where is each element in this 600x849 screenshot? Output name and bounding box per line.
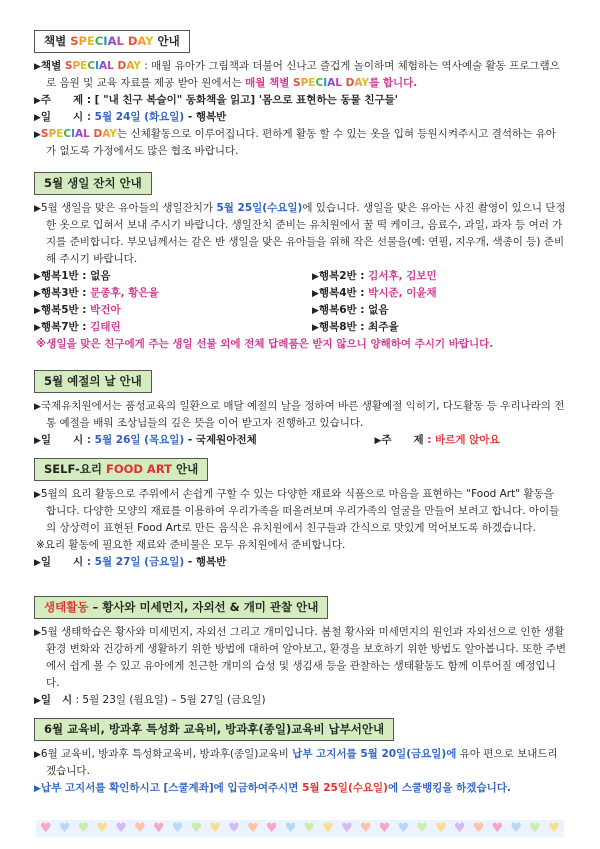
text: 납부 고지서를 확인하시고 [스쿨계좌]에 입금하여주시면 [40,782,303,794]
heart-icon: ♥ [416,821,428,836]
text: 5월 생일을 맞은 유아들의 생일잔치가 [40,202,217,214]
class-names: 김서후, 김보민 [368,270,437,282]
text: 에 스쿨뱅킹을 하겠습니다. [387,782,511,794]
label: 일 시 [40,694,73,706]
paragraph [34,200,566,268]
heart-icon: ♥ [152,821,165,836]
section-title: 5월 예절의 날 안내 [34,370,152,393]
special-day-text: SPECIAL DAY [293,77,370,89]
section-title [34,458,208,481]
bullet-icon: ▶ [34,96,41,106]
text: 에 있습니다. 생일을 맞은 유아는 사진 촬영이 있으니 단정한 옷으로 입혀서 보내 주시기 바랍니다. 생일잔치 준비는 유치원에서 꿀 떡 케이크, 음료수, 과일, 과자 등 여러 가지를 준비합니다. 부모님께서는 같은 반 생일을 맞은 유아들을 위해 작은 선물을(예: 연필, 지우개, 색종이 등) 준비해 주시기 바랍니다. [46,202,566,265]
heart-icon: ♥ [378,821,391,836]
paragraph [34,126,566,160]
bullet-icon: ▶ [34,289,41,299]
heart-icon: ♥ [491,821,504,836]
date-line [34,692,566,709]
section-special-day [34,30,566,160]
bullet-icon: ▶ [34,490,41,500]
heart-icon: ♥ [397,821,410,836]
bullet-icon: ▶ [34,628,41,638]
label: 주 제 [381,434,424,446]
heart-icon: ♥ [435,821,447,836]
class-row [34,285,566,302]
heart-icon: ♥ [190,821,203,836]
highlight-text: 납부 고지서를 5월 20일(금요일)에 [292,748,457,760]
section-food-art [34,458,566,571]
class-item [34,319,300,336]
heart-icon: ♥ [228,821,240,836]
heart-icon: ♥ [115,821,127,836]
heart-icon: ♥ [472,821,485,836]
bullet-icon: ▶ [34,306,41,316]
class-names: 김태린 [90,321,121,333]
class-row [34,319,566,336]
bullet-icon: ▶ [34,62,41,72]
class-item [300,268,566,285]
section-title: 6월 교육비, 방과후 특성화 교육비, 방과후(종일)교육비 납부서안내 [34,718,394,741]
text: 국제유치원에서는 품성교육의 일환으로 매달 예절의 날을 정하여 바른 생활예절 익히기, 다도활동 등 우리나라의 전통 예절을 배워 조상님들의 깊은 뜻을 이어 받고자 진행하고 있습니다. [40,400,565,429]
bullet-icon: ▶ [34,558,41,568]
section-title: 5월 생일 잔치 안내 [34,172,152,195]
date-value: 5월 25일(수요일) [302,782,388,794]
date-value: : 5월 26일 (목요일) [86,434,185,446]
class-list [34,268,566,336]
heart-icon: ♥ [134,821,146,836]
paragraph [34,746,566,780]
bullet-icon: ▶ [312,289,319,299]
class-label: 행복2반 : [318,270,369,282]
value: - 행복반 [184,556,227,568]
heart-border [36,820,564,837]
label: 일 시 [40,434,84,446]
paragraph [34,398,566,432]
label: 일 시 [40,556,84,568]
birthday-note: ※생일을 맞은 친구에게 주는 생일 선물 외에 전체 답례품은 받지 않으니 양해하여 주시기 바랍니다. [36,338,494,350]
bullet-icon: ▶ [374,436,382,446]
title-text: 안내 [153,34,180,48]
bullet-icon: ▶ [312,272,319,282]
class-names: 문종후, 황은율 [90,287,159,299]
class-names: 박시준, 이윤채 [368,287,437,299]
class-label: 행복5반 : [40,304,91,316]
class-label: 행복1반 : [40,270,91,282]
class-row [34,268,566,285]
class-label: 행복3반 : [40,287,91,299]
class-names: 없음 [368,304,389,316]
bullet-icon: ▶ [34,323,41,333]
section-title [34,596,328,619]
heart-icon: ♥ [284,821,297,836]
class-names: 최주율 [368,321,399,333]
label: 주 제 [40,94,84,106]
bullet-icon: ▶ [34,436,41,446]
class-label: 행복8반 : [318,321,369,333]
section-title [34,30,190,53]
text: 6월 교육비, 방과후 특성화교육비, 방과후(종일)교육비 [40,748,293,760]
section-tuition [34,718,566,797]
paragraph [34,486,566,537]
special-day-text: SPECIAL DAY [70,34,154,48]
date-line [34,554,566,571]
class-row [34,302,566,319]
heart-icon: ♥ [529,821,541,836]
bullet-icon: ▶ [312,323,319,333]
value: : [ "내 친구 복슬이" 동화책을 읽고] '몸으로 표현하는 동물 친구들' [86,94,398,106]
heart-icon: ♥ [510,821,522,836]
paragraph [34,58,566,92]
value: - 행복반 [184,111,227,123]
class-item [300,285,566,302]
bullet-icon: ▶ [34,113,41,123]
paragraph [34,624,566,692]
heart-icon: ♥ [547,821,560,836]
text: 5월의 요리 활동으로 주위에서 손쉽게 구할 수 있는 다양한 재료와 식품으로 마음을 표현하는 "Food Art" 활동을 합니다. 다양한 모양의 재료를 이용하여 우리가족을 떠올려보며 우리가족의 얼굴을 만들어 보려고 합니다. 아이들의 상상력이 표현된 Food Art로 만든 음식은 유치원에서 친구들과 간식으로 맛있게 먹어보도록 하겠습니다. [40,488,560,534]
class-names: 없음 [90,270,111,282]
class-item [34,285,300,302]
text: 는 신체활동으로 이루어집니다. 편하게 활동 할 수 있는 옷을 입혀 등원시켜주시고 결석하는 유아가 없도록 가정에서도 많은 협조 바랍니다. [46,128,556,157]
topic-line [34,92,566,109]
class-item [34,268,300,285]
text: 유아 편으로 보내드리겠습니다. [46,748,558,777]
heart-icon: ♥ [58,821,71,836]
heart-icon: ♥ [265,821,278,836]
title-text: 안내 [172,462,199,476]
date-value: : 5월 27일 (금요일) [86,556,185,568]
heart-icon: ♥ [341,821,353,836]
class-label: 행복4반 : [318,287,369,299]
label: 일 시 [40,111,84,123]
text: 5월 생태학습은 황사와 미세먼지, 자외선 그리고 개미입니다. 봄철 황사와 미세먼지의 원인과 자외선으로 인한 생활환경 변화와 건강하게 생활하기 위한 방법에 대하여 알아보고, 환경을 보호하기 위한 방법도 알아봅니다. 또한 주변에서 쉽게 볼 수 있고 유아에게 친근한 개미의 습성 및 생김새 등을 관찰하는 생태활동도 함께 이루어질 예정입니다. [40,626,566,689]
heart-icon: ♥ [96,821,109,836]
class-item [300,302,566,319]
class-item [300,319,566,336]
heart-icon: ♥ [359,821,372,836]
title-text: 책별 [44,34,71,48]
title-text: SELF-요리 [44,462,106,476]
class-names: 박건아 [90,304,121,316]
heart-icon: ♥ [303,821,316,836]
title-text: – 황사와 미세먼지, 자외선 & 개미 관찰 안내 [88,600,319,614]
heart-icon: ♥ [246,821,259,836]
heart-icon: ♥ [453,821,466,836]
heart-icon: ♥ [209,821,221,836]
date-value: 5월 25일(수요일) [216,202,303,214]
bullet-icon: ▶ [34,272,41,282]
paragraph [34,780,566,797]
special-day-text: SPECIAL DAY [64,60,141,72]
text: : 매월 유아가 그림책과 더불어 신나고 즐겁게 놀이하며 체험하는 역사예술 활동 프로그램으로 음원 및 교육 자료를 제공 받아 원에서는 [46,60,560,89]
date-value: : 5월 24일 (화요일) [86,111,185,123]
bullet-icon: ▶ [34,750,41,760]
special-day-text: SPECIAL DAY [40,128,117,140]
heart-icon: ♥ [171,821,184,836]
value: : 바르게 앉아요 [427,434,500,446]
class-label: 행복6반 : [318,304,369,316]
value: : 5월 23일 (월요일) – 5월 27일 (금요일) [72,694,266,706]
bullet-icon: ▶ [34,696,41,706]
title-highlight: 생태활동 [44,600,89,614]
heart-icon: ♥ [40,821,52,836]
class-item [34,302,300,319]
section-ecology [34,596,566,709]
note: ※요리 활동에 필요한 재료와 준비물은 모두 유치원에서 준비합니다. [36,539,346,551]
heart-icon: ♥ [322,821,334,836]
highlight-text: 를 합니다. [369,77,418,89]
bullet-icon: ▶ [34,130,41,140]
heart-icon: ♥ [77,821,90,836]
bullet-icon: ▶ [34,402,41,412]
date-line [34,109,566,126]
title-highlight: FOOD ART [105,462,173,476]
bullet-icon: ▶ [312,306,319,316]
section-etiquette [34,370,566,449]
section-birthday [34,172,566,353]
value: - 국제원아전체 [184,434,257,446]
bullet-icon: ▶ [34,204,41,214]
bullet-icon: ▶ [34,784,41,794]
highlight-text: 매월 책별 [245,77,294,89]
class-label: 행복7반 : [40,321,91,333]
date-topic-line [34,432,566,449]
text: 책별 [40,60,65,72]
